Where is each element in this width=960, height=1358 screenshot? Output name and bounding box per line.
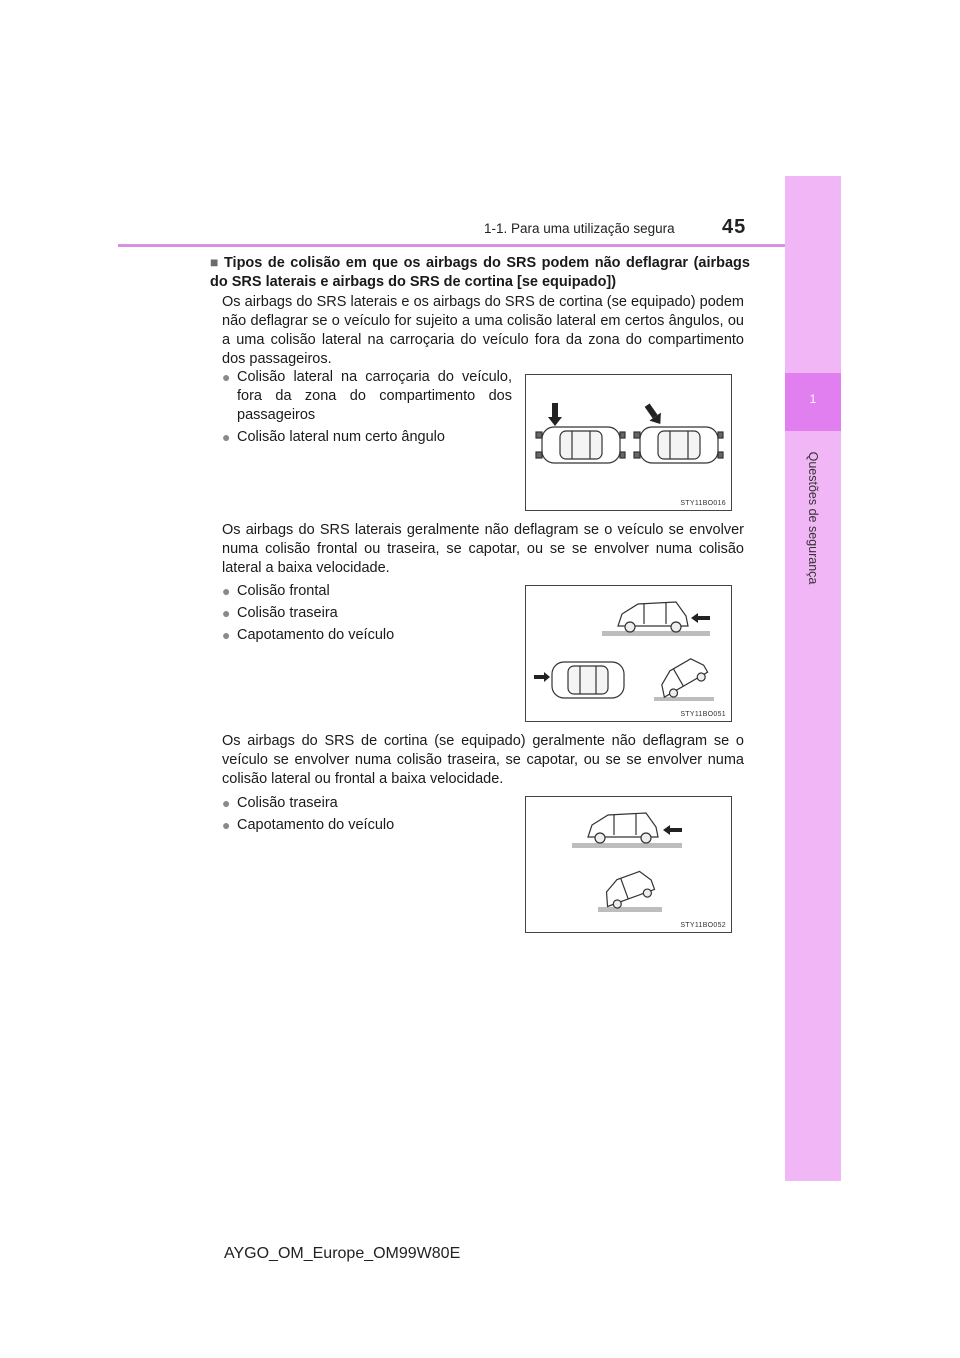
- car-side-view-icon: [618, 602, 688, 632]
- chapter-title: Questões de segurança: [806, 451, 820, 585]
- impact-arrow-icon: [534, 672, 550, 682]
- figure-rear-rollover: [525, 796, 732, 933]
- intro-paragraph: Os airbags do SRS laterais e os airbags do SRS de cortina (se equipado) podem não deflagrar se o veículo for sujeito a uma colisão lateral em certos ângulos, ou a uma colisão lateral na carroçaria do veículo fora da zona do compartimento dos passageiros.: [222, 294, 744, 367]
- circle-bullet-icon: ●: [222, 627, 231, 643]
- figure-code: STY11BO016: [680, 500, 726, 507]
- section-heading-text: Tipos de colisão em que os airbags do SRS podem não deflagrar (airbags do SRS laterais e airbags do SRS de cortina [se equipado]): [210, 255, 750, 290]
- list-item-text: Capotamento do veículo: [237, 627, 395, 643]
- car-side-view-icon: [588, 813, 658, 843]
- list-item-text: Colisão traseira: [237, 795, 338, 811]
- car-top-view-icon: [536, 427, 625, 463]
- list-item: [222, 794, 512, 813]
- chapter-number: 1: [809, 392, 817, 406]
- road-surface: [572, 843, 682, 848]
- car-top-view-icon: [634, 427, 723, 463]
- circle-bullet-icon: ●: [222, 605, 231, 621]
- figure-frontal-rear-rollover: [525, 585, 732, 722]
- list-item-text: Colisão traseira: [237, 605, 338, 621]
- rear-rollover-illustration: [526, 797, 733, 934]
- header-rule: [118, 244, 841, 247]
- figure-code: STY11BO052: [680, 922, 726, 929]
- car-rollover-icon: [600, 869, 656, 911]
- road-surface: [654, 697, 714, 701]
- page-number: 45: [722, 216, 747, 238]
- paragraph-side-airbags: Os airbags do SRS laterais geralmente não deflagram se o veículo se envolver numa colisão frontal ou traseira, se capotar, ou se se envolver numa colisão lateral a baixa velocidade.: [222, 522, 744, 576]
- frontal-rear-rollover-illustration: [526, 586, 733, 723]
- running-header-section: 1-1. Para uma utilização segura: [484, 221, 675, 236]
- square-heading-icon: ■: [210, 254, 220, 270]
- circle-bullet-icon: ●: [222, 429, 231, 445]
- list-item: [222, 604, 512, 623]
- figure-code: STY11BO051: [680, 711, 726, 718]
- circle-bullet-icon: ●: [222, 817, 231, 833]
- list-item-text: Colisão lateral na carroçaria do veículo, fora da zona do compartimento dos passageiros: [237, 369, 512, 423]
- list-item: [222, 368, 512, 425]
- document-id: AYGO_OM_Europe_OM99W80E: [224, 1245, 461, 1262]
- list-item-text: Colisão lateral num certo ângulo: [237, 429, 445, 445]
- impact-arrow-icon: [548, 403, 562, 426]
- list-item: [222, 428, 512, 447]
- car-top-view-icon: [552, 662, 624, 698]
- chapter-sidebar: [785, 176, 841, 1181]
- car-rollover-icon: [654, 655, 710, 702]
- road-surface: [598, 907, 662, 912]
- circle-bullet-icon: ●: [222, 795, 231, 811]
- impact-arrow-icon: [663, 825, 682, 835]
- impact-arrow-icon: [641, 401, 666, 428]
- figure-side-collision: [525, 374, 732, 511]
- circle-bullet-icon: ●: [222, 583, 231, 599]
- list-item-text: Capotamento do veículo: [237, 817, 395, 833]
- list-item: [222, 816, 512, 835]
- side-collision-illustration: [526, 375, 733, 512]
- list-item-text: Colisão frontal: [237, 583, 330, 599]
- paragraph-curtain-airbags: Os airbags do SRS de cortina (se equipado) geralmente não deflagram se o veículo se envolver numa colisão traseira, se capotar, ou se se envolver numa colisão lateral ou frontal a baixa velocidade.: [222, 733, 744, 787]
- road-surface: [602, 631, 710, 636]
- list-item: [222, 582, 512, 601]
- impact-arrow-icon: [691, 613, 710, 623]
- list-item: [222, 626, 512, 645]
- section-heading: [210, 253, 750, 292]
- circle-bullet-icon: ●: [222, 369, 231, 385]
